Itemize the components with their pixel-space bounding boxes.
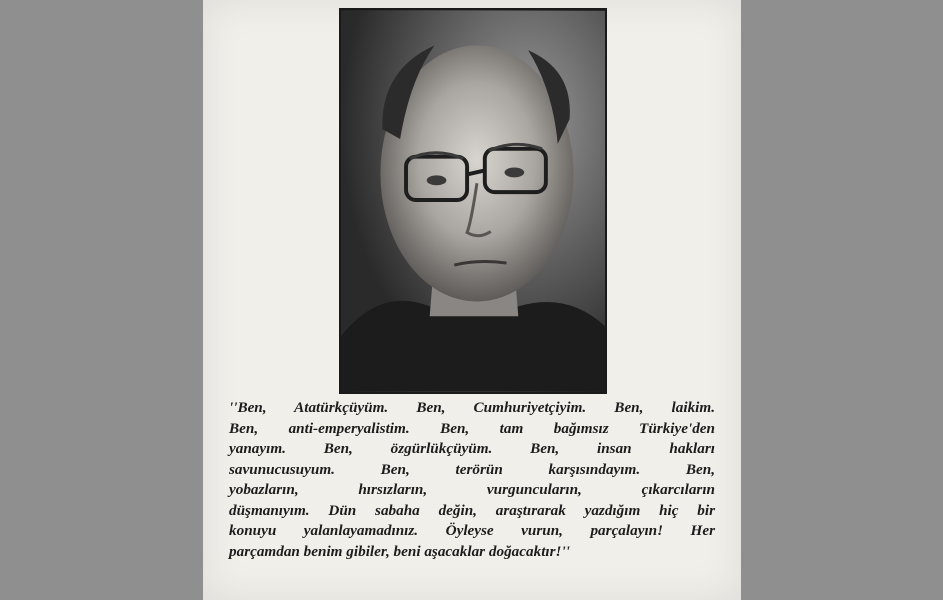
quote-line-5: yobazların, hırsızların, vurguncuların, çıkarcıların	[229, 481, 715, 498]
portrait-illustration	[341, 10, 605, 392]
quote-line-6: düşmanıyım. Dün sabaha değin, araştırarak yazdığım hiç bir	[229, 501, 715, 519]
quote-text	[229, 398, 715, 562]
document-page	[203, 0, 741, 600]
portrait-photo	[339, 8, 607, 394]
quote-line-7: konuyu yalanlayamadınız. Öyleyse vurun, parçalayın! Her	[229, 522, 715, 539]
quote-line-4: savunucusuyum. Ben, terörün karşısındayım. Ben,	[229, 460, 715, 478]
quote-line-2: Ben, anti-emperyalistim. Ben, tam bağımsız Türkiye'den	[229, 419, 715, 437]
quote-line-1: ''Ben, Atatürkçüyüm. Ben, Cumhuriyetçiyim. Ben, laikim.	[229, 399, 715, 416]
quote-line-3: yanayım. Ben, özgürlükçüyüm. Ben, insan hakları	[229, 440, 715, 457]
quote-line-8: parçamdan benim gibiler, beni aşacaklar doğacaktır!''	[229, 542, 570, 560]
